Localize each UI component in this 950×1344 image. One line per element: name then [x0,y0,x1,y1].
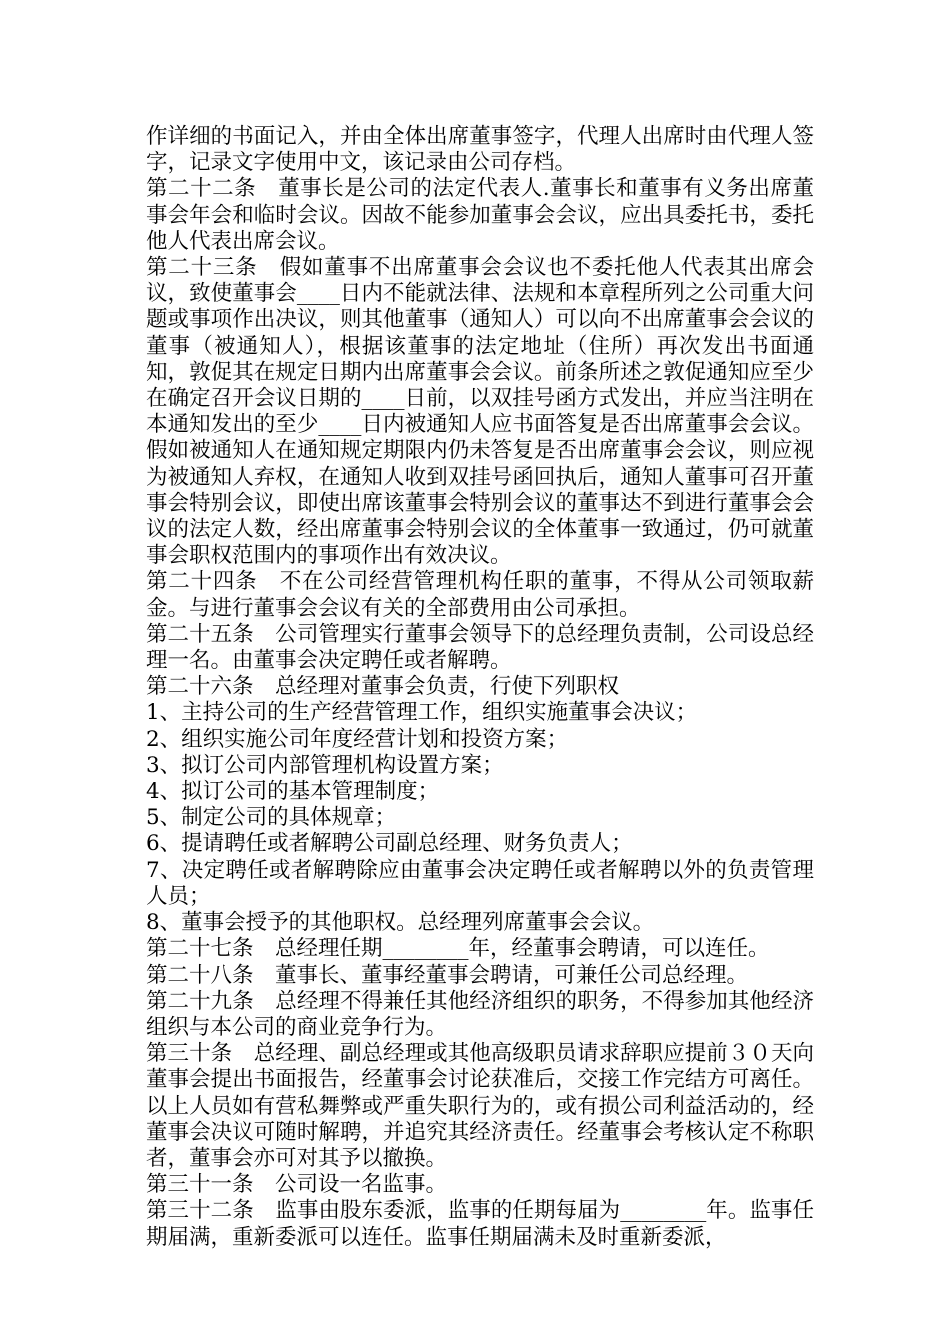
paragraph-article-29: 第二十九条 总经理不得兼任其他经济组织的职务，不得参加其他经济组织与本公司的商业竞争行为。 [146,988,814,1040]
paragraph-record-keeping: 作详细的书面记入，并由全体出席董事签字，代理人出席时由代理人签字，记录文字使用中文，该记录由公司存档。 [146,124,814,176]
list-item-duty-1: 1、主持公司的生产经营管理工作，组织实施董事会决议； [146,700,698,726]
document-page [146,124,814,1251]
paragraph-article-22: 第二十二条 董事长是公司的法定代表人.董事长和董事有义务出席董事会年会和临时会议。因故不能参加董事会会议，应出具委托书，委托他人代表出席会议。 [146,176,814,254]
paragraph-article-23: 第二十三条 假如董事不出席董事会会议也不委托他人代表其出席会议，致使董事会____日内不能就法律、法规和本章程所列之公司重大问题或事项作出决议，则其他董事（通知人）可以向不出席董事会会议的董事（被通知人），根据该董事的法定地址（住所）再次发出书面通知，敦促其在规定日期内出席董事会会议。前条所述之敦促通知应至少在确定召开会议日期的____日前，以双挂号函方式发出，并应当注明在本通知发出的至少____日内被通知人应书面答复是否出席董事会会议。假如被通知人在通知规定期限内仍未答复是否出席董事会会议，则应视为被通知人弃权，在通知人收到双挂号函回执后，通知人董事可召开董事会特别会议，即使出席该董事会特别会议的董事达不到进行董事会会议的法定人数，经出席董事会特别会议的全体董事一致通过，仍可就董事会职权范围内的事项作出有效决议。 [146,255,814,569]
list-item-duty-5: 5、制定公司的具体规章； [146,805,397,831]
paragraph-article-27: 第二十七条 总经理任期________年，经董事会聘请，可以连任。 [146,936,770,962]
list-item-duty-3: 3、拟订公司内部管理机构设置方案； [146,752,504,778]
list-item-duty-4: 4、拟订公司的基本管理制度； [146,779,440,805]
paragraph-article-31: 第三十一条 公司设一名监事。 [146,1172,448,1198]
paragraph-article-25: 第二十五条 公司管理实行董事会领导下的总经理负责制，公司设总经理一名。由董事会决定聘任或者解聘。 [146,621,814,674]
list-item-duty-7: 7、决定聘任或者解聘除应由董事会决定聘任或者解聘以外的负责管理人员； [146,857,814,909]
list-item-duty-2: 2、组织实施公司年度经营计划和投资方案； [146,726,569,752]
list-item-duty-8: 8、董事会授予的其他职权。总经理列席董事会会议。 [146,910,655,936]
paragraph-article-32: 第三十二条 监事由股东委派，监事的任期每届为________年。监事任期届满，重新委派可以连任。监事任期届满未及时重新委派， [146,1198,814,1250]
list-item-duty-6: 6、提请聘任或者解聘公司副总经理、财务负责人； [146,831,633,857]
paragraph-article-28: 第二十八条 董事长、董事经董事会聘请，可兼任公司总经理。 [146,962,749,988]
paragraph-article-30: 第三十条 总经理、副总经理或其他高级职员请求辞职应提前３０天向董事会提出书面报告，经董事会讨论获准后，交接工作完结方可离任。以上人员如有营私舞弊或严重失职行为的，或有损公司利益活动的，经董事会决议可随时解聘，并追究其经济责任。经董事会考核认定不称职者，董事会亦可对其予以撤换。 [146,1041,814,1171]
paragraph-article-24: 第二十四条 不在公司经营管理机构任职的董事，不得从公司领取薪金。与进行董事会会议有关的全部费用由公司承担。 [146,569,814,621]
paragraph-article-26: 第二十六条 总经理对董事会负责，行使下列职权 [146,674,620,700]
